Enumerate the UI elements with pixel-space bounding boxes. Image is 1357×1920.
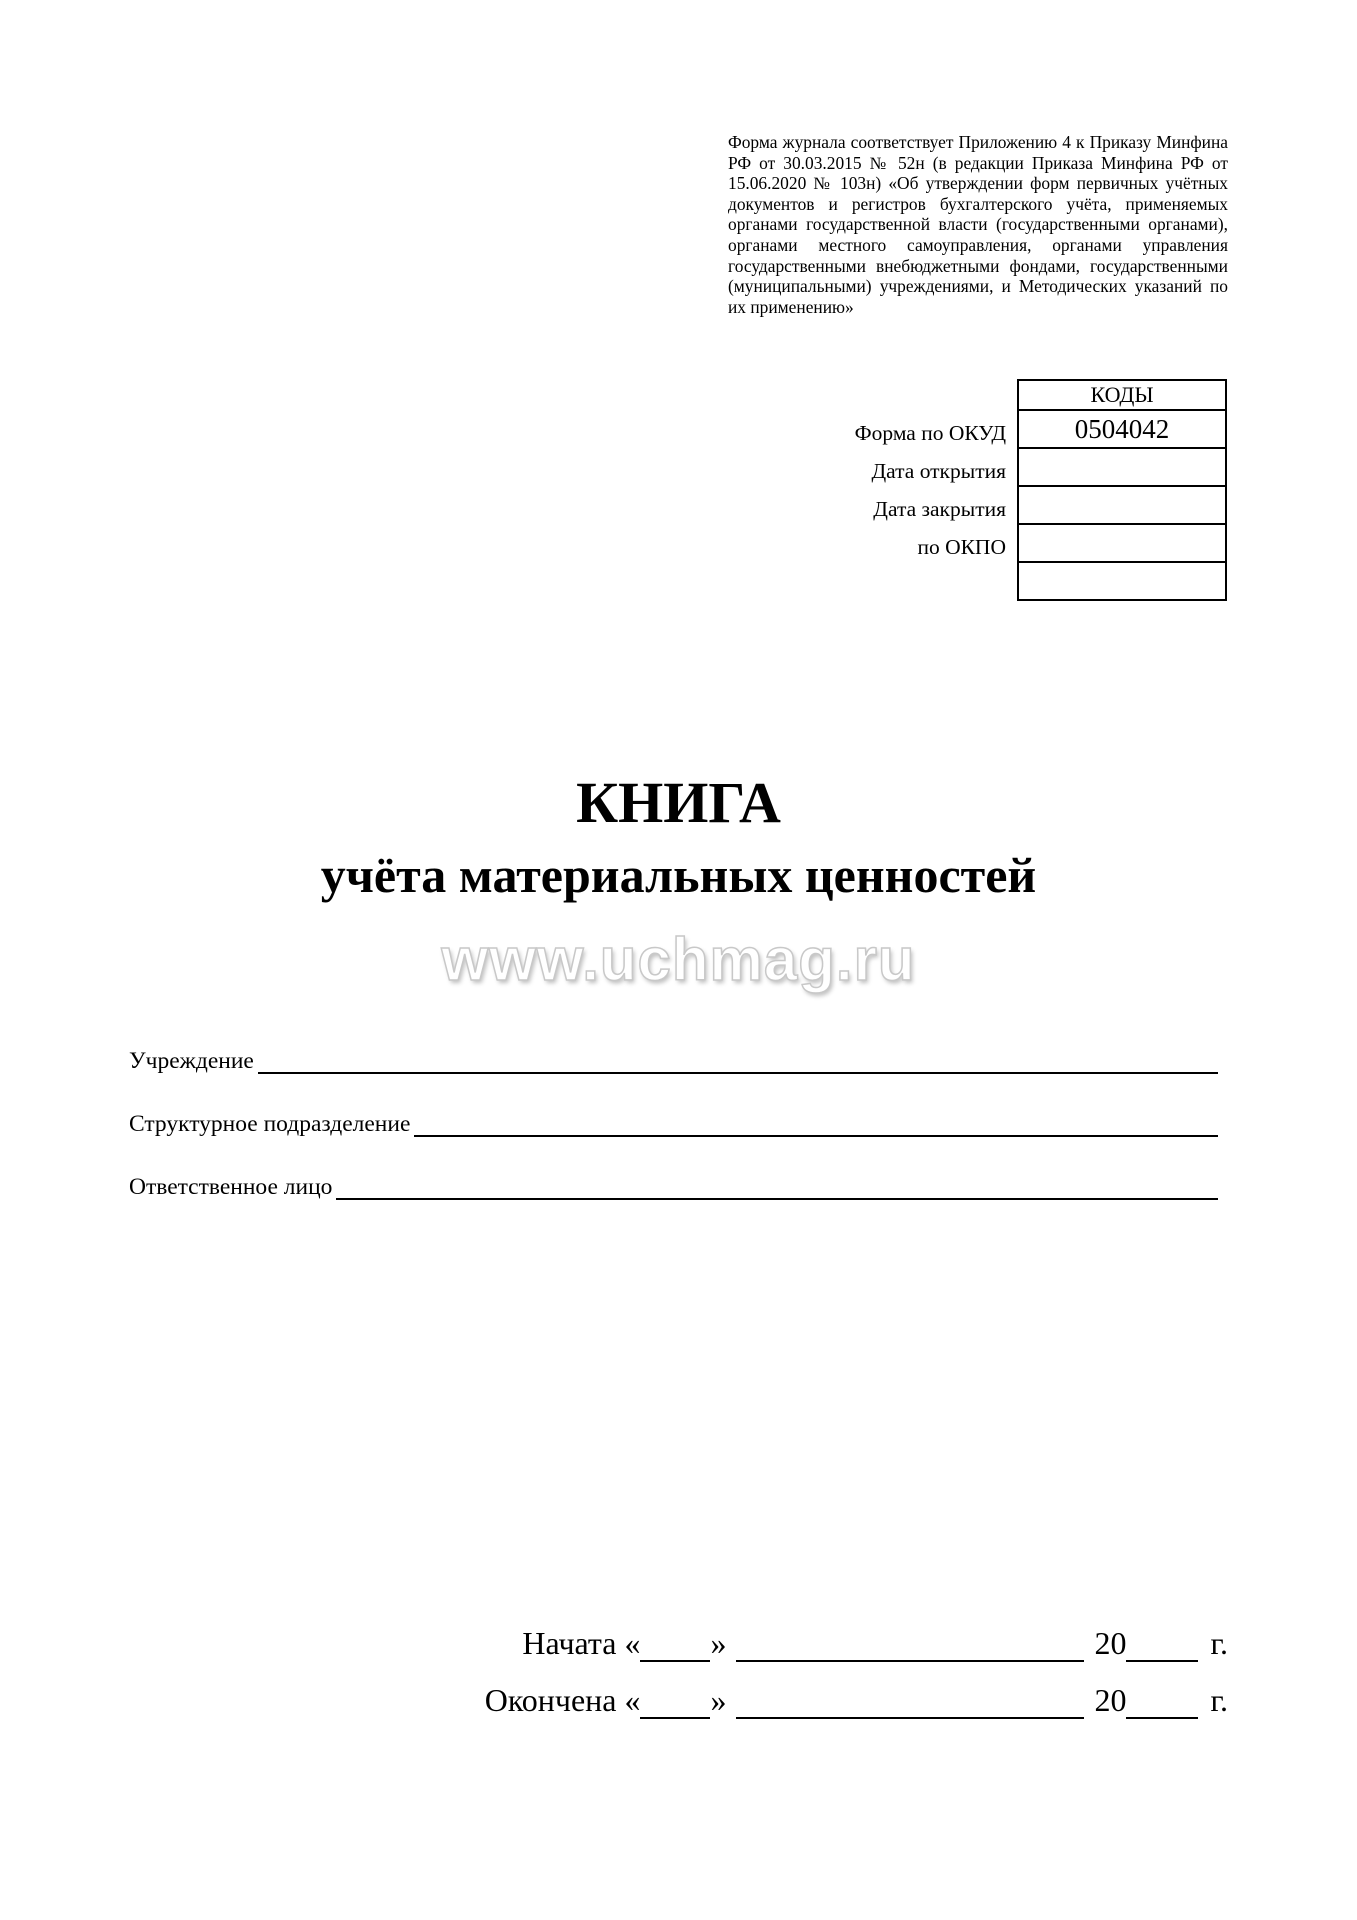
open-quote: « bbox=[624, 1625, 641, 1661]
institution-field bbox=[129, 1044, 1218, 1074]
ended-month-blank[interactable] bbox=[736, 1687, 1084, 1719]
open-quote: « bbox=[624, 1682, 641, 1718]
year-suffix: г. bbox=[1210, 1625, 1228, 1661]
year-prefix: 20 bbox=[1094, 1682, 1127, 1718]
ended-year-blank[interactable] bbox=[1126, 1687, 1198, 1719]
year-suffix: г. bbox=[1210, 1682, 1228, 1718]
watermark: www.uchmag.ru bbox=[441, 926, 916, 993]
department-label: Структурное подразделение bbox=[129, 1111, 411, 1137]
ended-day-blank[interactable] bbox=[640, 1687, 710, 1719]
okpo-label: по ОКПО bbox=[917, 535, 1006, 559]
close-quote: » bbox=[710, 1625, 727, 1661]
close-date-label: Дата закрытия bbox=[873, 497, 1006, 521]
close-quote: » bbox=[710, 1682, 727, 1718]
codes-table bbox=[1017, 379, 1227, 601]
responsible-person-field bbox=[129, 1170, 1218, 1200]
book-title: КНИГА bbox=[576, 770, 781, 835]
institution-input-line[interactable] bbox=[258, 1048, 1218, 1074]
ended-date-line bbox=[485, 1681, 1228, 1719]
open-date-cell[interactable] bbox=[1018, 448, 1226, 486]
extra-code-cell[interactable] bbox=[1018, 562, 1226, 600]
started-year-blank[interactable] bbox=[1126, 1630, 1198, 1662]
book-subtitle: учёта материальных ценностей bbox=[320, 847, 1037, 903]
started-month-blank[interactable] bbox=[736, 1630, 1084, 1662]
close-date-cell[interactable] bbox=[1018, 486, 1226, 524]
form-reference-note: Форма журнала соответствует Приложению 4 к Приказу Минфина РФ от 30.03.2015 № 52н (в редакции Приказа Минфина РФ от 15.06.2020 № 103н) «Об утверждении форм первичных учётных документов и регистров бухгалтерского учёта, применяемых органами государственной власти (государственными органами), органами местного самоуправления, органами управления государственными внебюджетными фондами, государственными (муниципальными) учреждениями, и Методических указаний по их применению» bbox=[728, 132, 1228, 317]
department-input-line[interactable] bbox=[414, 1111, 1218, 1137]
codes-header: КОДЫ bbox=[1018, 380, 1226, 410]
open-date-label: Дата открытия bbox=[871, 459, 1006, 483]
responsible-person-label: Ответственное лицо bbox=[129, 1174, 333, 1200]
okud-code-cell[interactable]: 0504042 bbox=[1018, 410, 1226, 448]
year-prefix: 20 bbox=[1094, 1625, 1127, 1661]
started-label: Начата bbox=[522, 1625, 617, 1661]
started-day-blank[interactable] bbox=[640, 1630, 710, 1662]
started-date-line bbox=[522, 1624, 1228, 1662]
okud-label: Форма по ОКУД bbox=[854, 421, 1006, 445]
okpo-code-cell[interactable] bbox=[1018, 524, 1226, 562]
ended-label: Окончена bbox=[484, 1682, 617, 1718]
institution-label: Учреждение bbox=[129, 1048, 254, 1074]
department-field bbox=[129, 1107, 1218, 1137]
responsible-person-input-line[interactable] bbox=[336, 1174, 1218, 1200]
